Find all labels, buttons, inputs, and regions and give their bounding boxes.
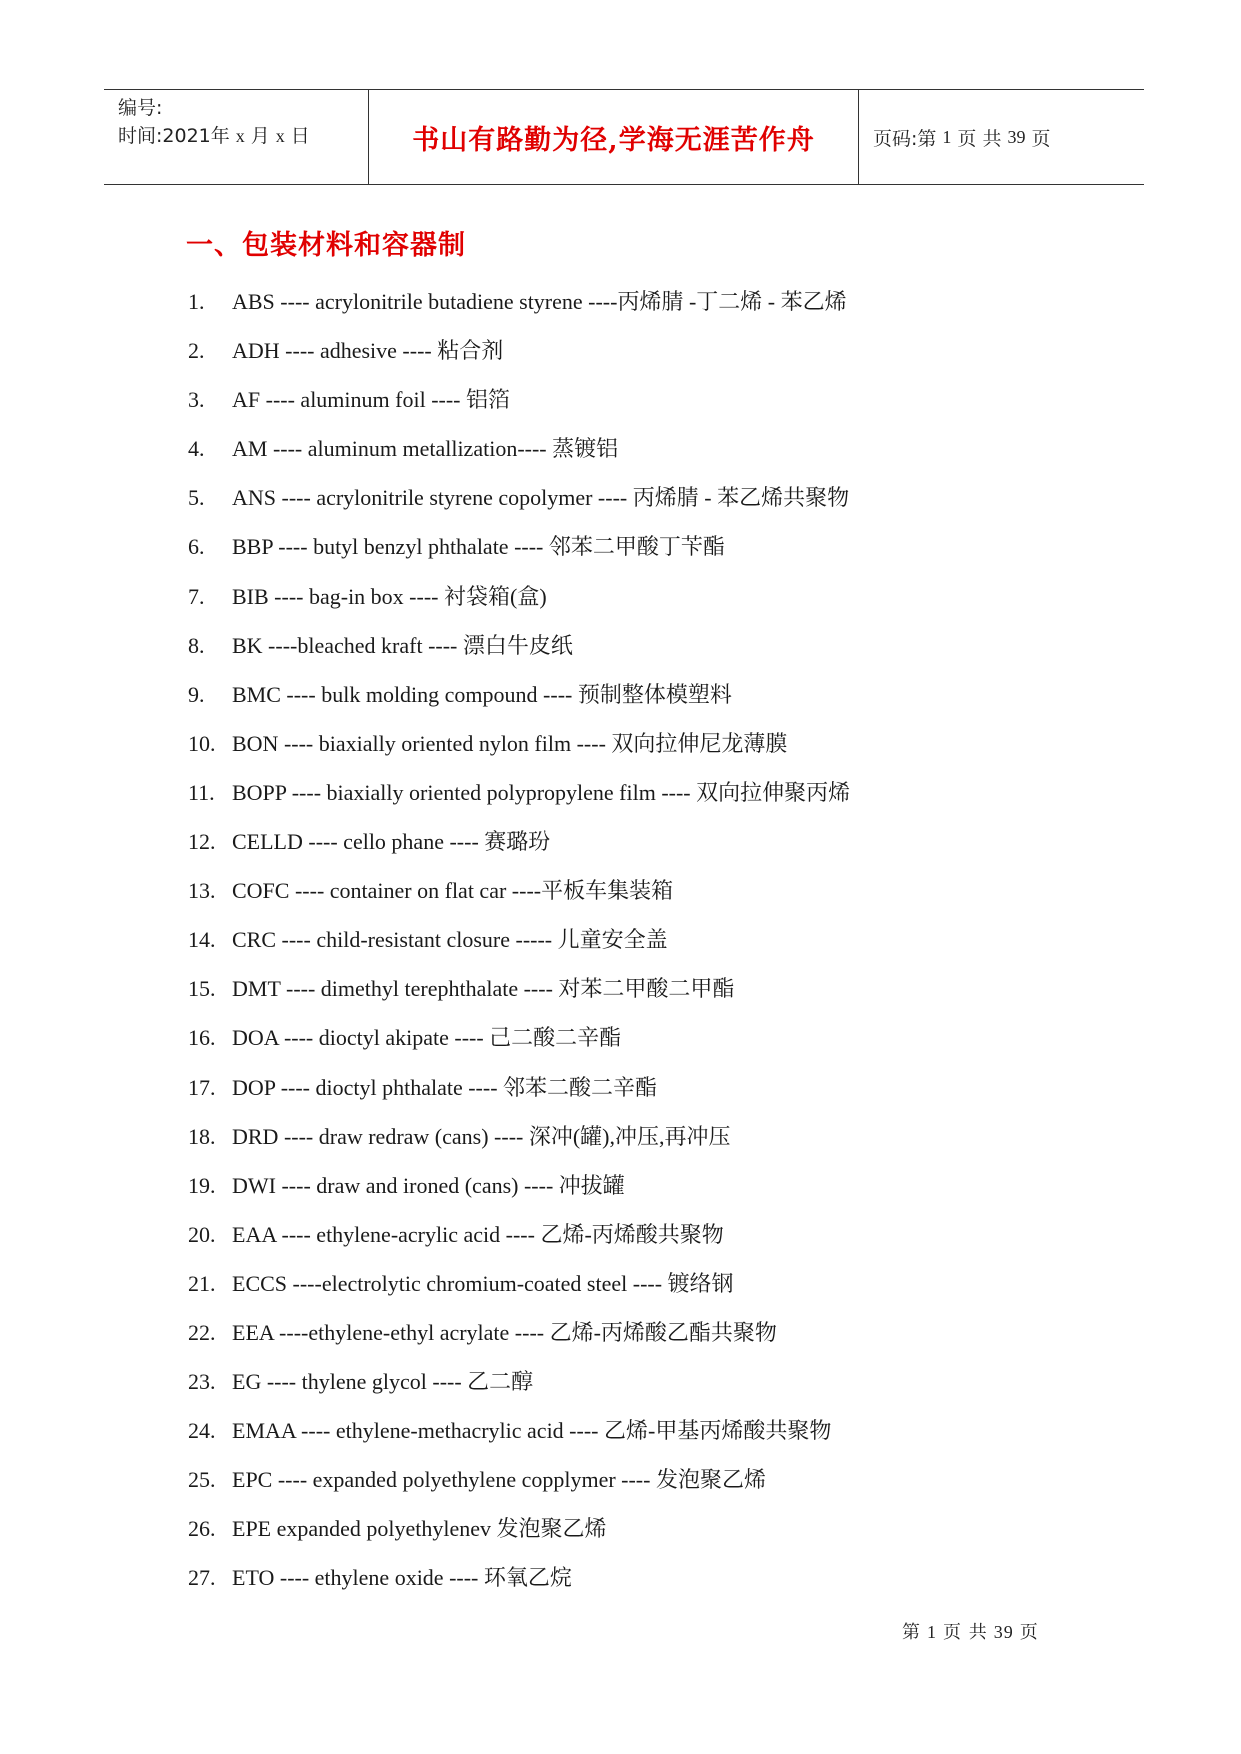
list-item-number: 6. bbox=[188, 534, 205, 560]
list-item bbox=[188, 282, 1088, 331]
list-item-number: 10. bbox=[188, 730, 216, 756]
number-label: 编号: bbox=[118, 97, 163, 119]
list-item-number: 11. bbox=[188, 779, 215, 805]
list-item-number: 14. bbox=[188, 927, 216, 953]
list-item-number: 4. bbox=[188, 436, 205, 462]
list-item-number: 5. bbox=[188, 485, 205, 511]
list-item-number: 23. bbox=[188, 1369, 216, 1395]
list-item-text: CELLD ---- cello phane ---- 赛璐玢 bbox=[232, 829, 551, 855]
list-item-number: 9. bbox=[188, 681, 205, 707]
list-item-text: DOP ---- dioctyl phthalate ---- 邻苯二酸二辛酯 bbox=[232, 1074, 658, 1100]
list-item-number: 24. bbox=[188, 1418, 216, 1444]
list-item-number: 17. bbox=[188, 1074, 216, 1100]
list-item bbox=[188, 822, 1088, 871]
list-item-number: 22. bbox=[188, 1319, 216, 1345]
list-item bbox=[188, 773, 1088, 822]
list-item-text: AM ---- aluminum metallization---- 蒸镀铝 bbox=[232, 436, 619, 462]
list-item-number: 1. bbox=[188, 289, 205, 314]
time-line: 时间:2021年 x 月 x 日 bbox=[118, 125, 310, 147]
term-list bbox=[188, 282, 1088, 1608]
list-item-text: ETO ---- ethylene oxide ---- 环氧乙烷 bbox=[232, 1565, 572, 1591]
list-item bbox=[188, 626, 1088, 675]
list-item-number: 16. bbox=[188, 1025, 216, 1051]
list-item-text: ECCS ----electrolytic chromium-coated steel ---- 镀络钢 bbox=[232, 1270, 734, 1296]
list-item-number: 13. bbox=[188, 878, 216, 904]
list-item bbox=[188, 1117, 1088, 1166]
list-item bbox=[188, 1362, 1088, 1411]
list-item-text: BMC ---- bulk molding compound ---- 预制整体模塑料 bbox=[232, 681, 732, 707]
list-item bbox=[188, 1215, 1088, 1264]
page-footer: 第 1 页 共 39 页 bbox=[902, 1622, 1039, 1643]
header-motto: 书山有路勤为径,学海无涯苦作舟 bbox=[369, 90, 859, 184]
list-item-text: ABS ---- acrylonitrile butadiene styrene ----丙烯腈 -丁二烯 - 苯乙烯 bbox=[232, 289, 847, 314]
list-item-text: ANS ---- acrylonitrile styrene copolymer ---- 丙烯腈 - 苯乙烯共聚物 bbox=[232, 485, 850, 511]
header-meta-cell bbox=[104, 90, 369, 184]
list-item-text: DWI ---- draw and ironed (cans) ---- 冲拔罐 bbox=[232, 1172, 625, 1198]
list-item bbox=[188, 1313, 1088, 1362]
list-item-text: EPC ---- expanded polyethylene copplymer ---- 发泡聚乙烯 bbox=[232, 1467, 766, 1493]
list-item bbox=[188, 478, 1088, 527]
list-item-number: 25. bbox=[188, 1467, 216, 1493]
list-item-text: EG ---- thylene glycol ---- 乙二醇 bbox=[232, 1369, 534, 1395]
list-item-text: BK ----bleached kraft ---- 漂白牛皮纸 bbox=[232, 632, 573, 658]
list-item-number: 3. bbox=[188, 387, 205, 413]
list-item bbox=[188, 871, 1088, 920]
list-item-text: EAA ---- ethylene-acrylic acid ---- 乙烯-丙烯酸共聚物 bbox=[232, 1221, 724, 1247]
list-item bbox=[188, 1411, 1088, 1460]
list-item-number: 15. bbox=[188, 976, 216, 1002]
list-item bbox=[188, 920, 1088, 969]
list-item-number: 7. bbox=[188, 583, 205, 609]
list-item bbox=[188, 1558, 1088, 1607]
list-item bbox=[188, 577, 1088, 626]
list-item bbox=[188, 527, 1088, 576]
list-item-text: BON ---- biaxially oriented nylon film ---- 双向拉伸尼龙薄膜 bbox=[232, 730, 788, 756]
list-item-text: DOA ---- dioctyl akipate ---- 己二酸二辛酯 bbox=[232, 1025, 622, 1051]
list-item bbox=[188, 1018, 1088, 1067]
list-item bbox=[188, 331, 1088, 380]
list-item-number: 27. bbox=[188, 1565, 216, 1591]
list-item bbox=[188, 724, 1088, 773]
list-item-number: 18. bbox=[188, 1123, 216, 1149]
list-item bbox=[188, 1068, 1088, 1117]
list-item-text: EEA ----ethylene-ethyl acrylate ---- 乙烯-丙烯酸乙酯共聚物 bbox=[232, 1319, 777, 1345]
list-item-text: BOPP ---- biaxially oriented polypropylene film ---- 双向拉伸聚丙烯 bbox=[232, 779, 851, 805]
list-item-text: EMAA ---- ethylene-methacrylic acid ---- 乙烯-甲基丙烯酸共聚物 bbox=[232, 1418, 832, 1444]
list-item-text: BBP ---- butyl benzyl phthalate ---- 邻苯二甲酸丁苄酯 bbox=[232, 534, 725, 560]
list-item-number: 20. bbox=[188, 1221, 216, 1247]
list-item bbox=[188, 969, 1088, 1018]
section-title: 一、包装材料和容器制 bbox=[186, 230, 466, 261]
list-item bbox=[188, 429, 1088, 478]
list-item-number: 21. bbox=[188, 1270, 216, 1296]
document-header bbox=[104, 89, 1144, 185]
list-item-text: ADH ---- adhesive ---- 粘合剂 bbox=[232, 338, 504, 364]
list-item-text: DMT ---- dimethyl terephthalate ---- 对苯二甲酸二甲酯 bbox=[232, 976, 735, 1002]
list-item-text: DRD ---- draw redraw (cans) ---- 深冲(罐),冲压,再冲压 bbox=[232, 1123, 731, 1149]
list-item-number: 8. bbox=[188, 632, 205, 658]
list-item-text: BIB ---- bag-in box ---- 衬袋箱(盒) bbox=[232, 583, 547, 609]
list-item bbox=[188, 675, 1088, 724]
list-item bbox=[188, 1509, 1088, 1558]
list-item-number: 12. bbox=[188, 829, 216, 855]
list-item bbox=[188, 1460, 1088, 1509]
header-page-info: 页码:第 1 页 共 39 页 bbox=[873, 126, 1051, 150]
list-item-number: 2. bbox=[188, 338, 205, 364]
list-item-text: EPE expanded polyethylenev 发泡聚乙烯 bbox=[232, 1516, 607, 1542]
list-item-number: 19. bbox=[188, 1172, 216, 1198]
list-item-text: CRC ---- child-resistant closure ----- 儿童安全盖 bbox=[232, 927, 668, 953]
list-item-text: COFC ---- container on flat car ----平板车集装箱 bbox=[232, 878, 674, 904]
list-item bbox=[188, 1166, 1088, 1215]
list-item bbox=[188, 1264, 1088, 1313]
list-item-text: AF ---- aluminum foil ---- 铝箔 bbox=[232, 387, 510, 413]
list-item bbox=[188, 380, 1088, 429]
list-item-number: 26. bbox=[188, 1516, 216, 1542]
